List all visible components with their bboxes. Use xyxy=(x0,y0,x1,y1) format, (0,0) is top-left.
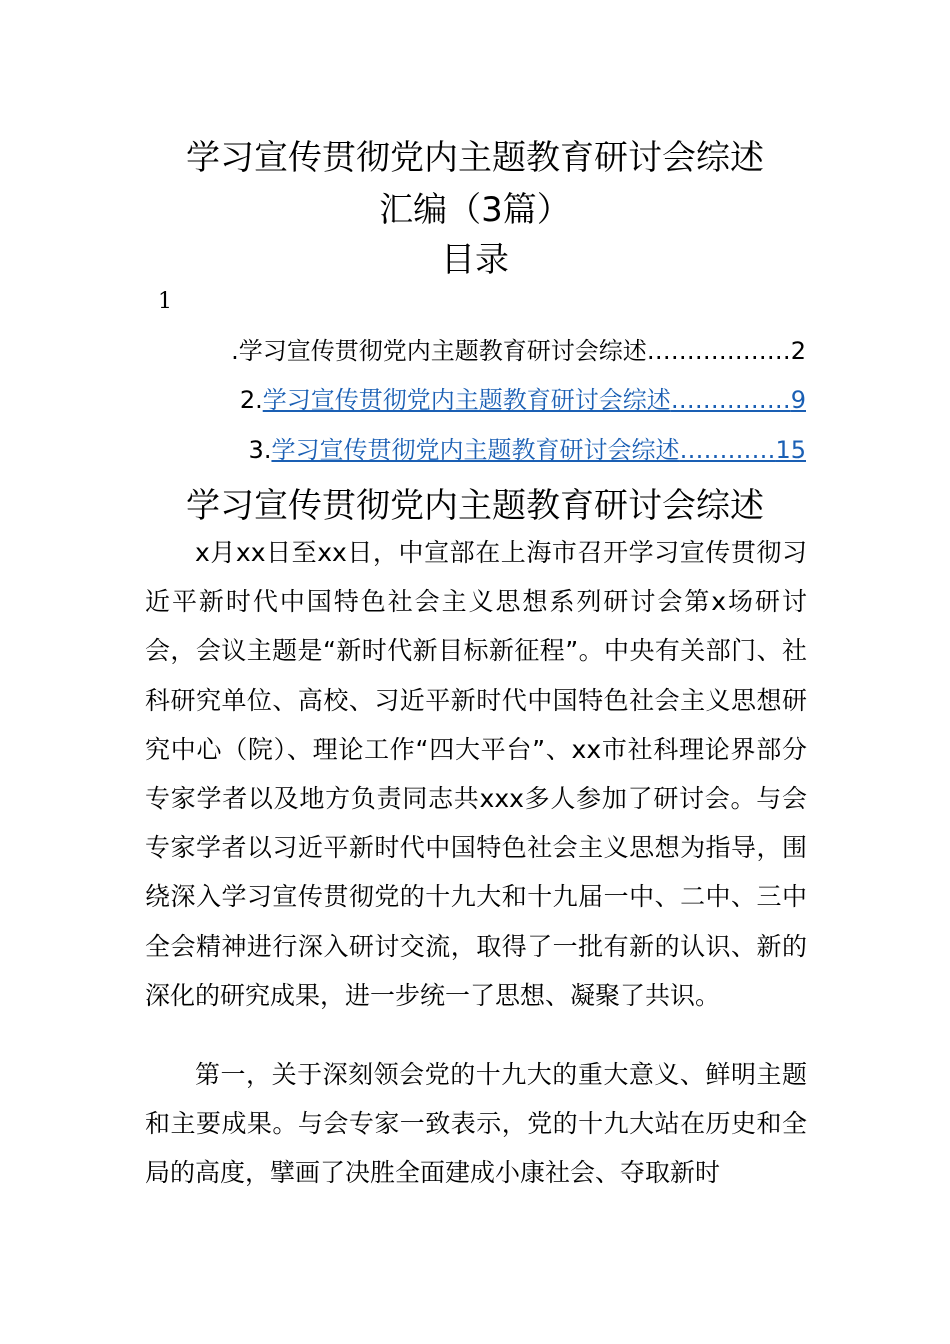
toc-item-3[interactable] xyxy=(190,433,806,467)
title-line-1: 学习宣传贯彻党内主题教育研讨会综述 xyxy=(186,138,764,178)
toc-item-link[interactable]: 学习宣传贯彻党内主题教育研讨会综述……………9 xyxy=(262,386,806,414)
toc-item-text: .学习宣传贯彻党内主题教育研讨会综述 xyxy=(231,337,647,365)
toc-item-2[interactable] xyxy=(190,383,806,417)
section-body xyxy=(145,528,807,1198)
toc-item-prefix: 2. xyxy=(239,386,263,414)
paragraph-2: 第一，关于深刻领会党的十九大的重大意义、鲜明主题和主要成果。与会专家一致表示，党的十九大站在历史和全局的高度，擘画了决胜全面建成小康社会、夺取新时 xyxy=(145,1060,807,1188)
toc-first-number: 1 xyxy=(158,289,172,314)
toc-heading: 目录 xyxy=(441,240,509,280)
toc-item-link[interactable]: 学习宣传贯彻党内主题教育研讨会综述…………15 xyxy=(271,436,806,464)
toc-item-page: 2 xyxy=(790,337,806,365)
toc-item-prefix: 3. xyxy=(248,436,272,464)
toc-item-dots: ……………… xyxy=(646,337,791,365)
title-line-2: 汇编（3篇） xyxy=(379,190,571,230)
paragraph-1: x月xx日至xx日，中宣部在上海市召开学习宣传贯彻习近平新时代中国特色社会主义思想系列研讨会第x场研讨会，会议主题是“新时代新目标新征程”。中央有关部门、社科研究单位、高校、习近平新时代中国特色社会主义思想研究中心（院）、理论工作“四大平台”、xx市社科理论界部分专家学者以及地方负责同志共xxx多人参加了研讨会。与会专家学者以习近平新时代中国特色社会主义思想为指导，围绕深入学习宣传贯彻党的十九大和十九届一中、二中、三中全会精神进行深入研讨交流，取得了一批有新的认识、新的深化的研究成果，进一步统一了思想、凝聚了共识。 xyxy=(145,538,807,1010)
section-heading: 学习宣传贯彻党内主题教育研讨会综述 xyxy=(186,486,764,526)
toc-item-1[interactable] xyxy=(190,334,806,368)
